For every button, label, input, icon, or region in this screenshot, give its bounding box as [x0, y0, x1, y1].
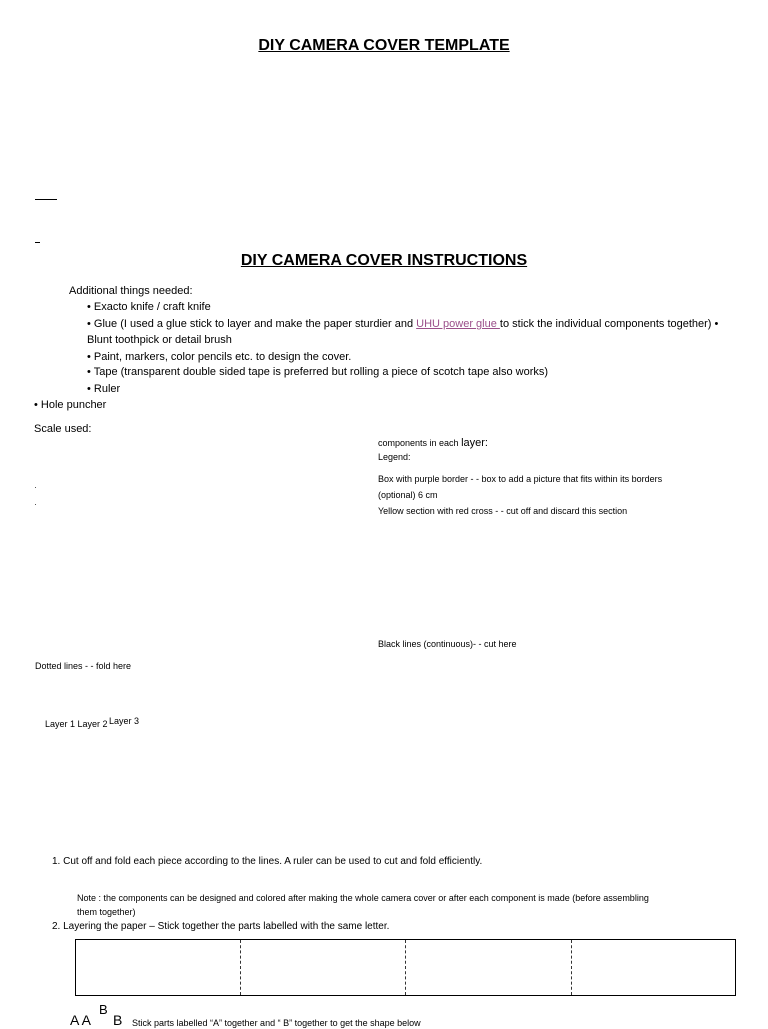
- fold-line: [240, 940, 241, 995]
- step-1: 1. Cut off and fold each piece according to the lines. A ruler can be used to cut and fold efficiently.: [52, 856, 483, 867]
- stray-dot: [35, 504, 36, 505]
- layer-1-2-label: Layer 1 Layer 2: [45, 719, 108, 729]
- item-tape: • Tape (transparent double sided tape is preferred but rolling a piece of scotch tape also works): [87, 366, 549, 378]
- legend-yellow-section: Yellow section with red cross - - cut off and discard this section: [378, 506, 628, 516]
- stick-parts-caption: Stick parts labelled “A” together and “ B” together to get the shape below: [132, 1018, 421, 1028]
- item-knife: • Exacto knife / craft knife: [87, 301, 211, 313]
- item-glue-text-after: to stick the individual components together) •: [499, 318, 719, 330]
- template-title: DIY CAMERA COVER TEMPLATE: [258, 37, 510, 54]
- stray-dash-mark: [35, 242, 40, 243]
- legend-black-lines: Black lines (continuous)- - cut here: [378, 639, 517, 649]
- legend-dotted-lines: Dotted lines - - fold here: [35, 661, 132, 671]
- scale-label: Scale used:: [34, 423, 92, 435]
- layer-3-label: Layer 3: [109, 716, 140, 726]
- components-prefix: components in each: [378, 438, 462, 448]
- fold-line: [405, 940, 406, 995]
- components-layer-word: layer:: [461, 437, 488, 449]
- legend-label: Legend:: [378, 452, 411, 462]
- stray-line-mark: [35, 199, 57, 200]
- item-glue-text-before: • Glue (I used a glue stick to layer and make the paper sturdier and: [87, 318, 417, 330]
- additional-heading: Additional things needed:: [69, 285, 193, 297]
- item-toothpick: Blunt toothpick or detail brush: [87, 334, 232, 346]
- instructions-title: DIY CAMERA COVER INSTRUCTIONS: [240, 252, 528, 269]
- legend-purple-box: Box with purple border - - box to add a picture that fits within its borders: [378, 474, 663, 484]
- item-paint: • Paint, markers, color pencils etc. to design the cover.: [87, 351, 352, 363]
- fold-line: [571, 940, 572, 995]
- step-2: 2. Layering the paper – Stick together the parts labelled with the same letter.: [52, 921, 390, 932]
- letter-b-side: B: [113, 1012, 123, 1028]
- letter-b-top: B: [99, 1002, 108, 1017]
- legend-purple-box-size: (optional) 6 cm: [378, 490, 438, 500]
- note-line-1: Note : the components can be designed and colored after making the whole camera cover or after each component is made (before assembling: [77, 893, 649, 903]
- item-hole-puncher: • Hole puncher: [34, 399, 107, 411]
- item-glue: [87, 317, 718, 331]
- components-label: [378, 437, 488, 449]
- uhu-power-glue-link[interactable]: UHU power glue: [416, 318, 500, 330]
- letters-a: A A: [70, 1012, 92, 1028]
- stray-dot: [35, 487, 36, 488]
- note-line-2: them together): [77, 907, 136, 917]
- layering-diagram-box: [75, 939, 736, 996]
- item-ruler: • Ruler: [87, 383, 121, 395]
